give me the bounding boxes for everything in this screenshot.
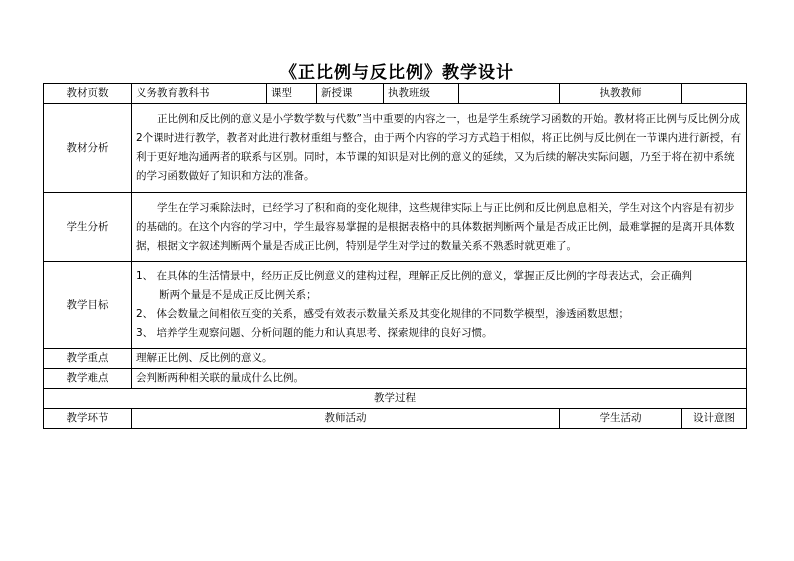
key-points-text: 理解正比例、反比例的意义。	[132, 349, 747, 369]
teaching-goals-cell	[132, 262, 747, 349]
textbook-analysis-text: 正比例和反比例的意义是小学数学数与代数”当中重要的内容之一，也是学生系统学习函数的开始。教材将正比例与反比例分成2个课时进行教学，教者对此进行教材重组与整合，由于两个内容的学习方式趋于相似，将正比例与反比例在一节课内进行新授，有利于更好地沟通两者的联系与区别。同时，本节课的知识是对比例的意义的延续，又为后续的解决实际问题，乃至于将在初中系统的学习函数做好了知识和方法的准备。	[132, 104, 747, 193]
col-design-intent: 设计意图	[682, 409, 747, 429]
page-title: 《正比例与反比例》教学设计	[280, 63, 514, 83]
value-teacher	[682, 84, 747, 104]
label-student-analysis: 学生分析	[44, 193, 132, 262]
label-difficulties: 教学难点	[44, 369, 132, 389]
goal-item-2: 2、 体会数量之间相依互变的关系，感受有效表示数量关系及其变化规律的不同数学模型，渗透函数思想；	[136, 308, 630, 320]
label-teacher: 执教教师	[560, 84, 682, 104]
header-row	[44, 84, 747, 104]
col-teaching-stage: 教学环节	[44, 409, 132, 429]
col-student-activity: 学生活动	[560, 409, 682, 429]
difficulties-row	[44, 369, 747, 389]
process-header-row	[44, 409, 747, 429]
label-textbook-analysis: 教材分析	[44, 104, 132, 193]
goal-item-1-line-2: 断两个量是不是成正反比例关系；	[159, 289, 317, 301]
lesson-plan-table	[43, 83, 747, 429]
difficulties-text: 会判断两种相关联的量成什么比例。	[132, 369, 747, 389]
label-teaching-goals: 教学目标	[44, 262, 132, 349]
key-points-row	[44, 349, 747, 369]
process-title-row	[44, 389, 747, 409]
goals-row	[44, 262, 747, 349]
value-class	[459, 84, 560, 104]
goal-item-1-line-1: 1、 在具体的生活情景中，经历正反比例意义的建构过程，理解正反比例的意义，掌握正反比例的字母表达式，会正确判	[136, 270, 693, 282]
label-textbook-pages: 教材页数	[44, 84, 132, 104]
label-key-points: 教学重点	[44, 349, 132, 369]
value-lesson-type: 新授课	[317, 84, 384, 104]
process-title: 教学过程	[44, 389, 747, 409]
goal-item-3: 3、 培养学生观察问题、分析问题的能力和认真思考、探索规律的良好习惯。	[136, 327, 493, 339]
analysis-row	[44, 104, 747, 193]
student-analysis-text: 学生在学习乘除法时，已经学习了积和商的变化规律，这些规律实际上与正比例和反比例息息相关，学生对这个内容是有初步的基础的。在这个内容的学习中，学生最容易掌握的是根据表格中的具体数据判断两个量是否成正比例，最难掌握的是离开具体数据，根据文字叙述判断两个量是否成正比例，特别是学生对学过的数量关系不熟悉时就更难了。	[132, 193, 747, 262]
label-class: 执教班级	[384, 84, 459, 104]
col-teacher-activity: 教师活动	[132, 409, 560, 429]
value-textbook: 义务教育教科书	[132, 84, 267, 104]
label-lesson-type: 课型	[267, 84, 317, 104]
students-row	[44, 193, 747, 262]
